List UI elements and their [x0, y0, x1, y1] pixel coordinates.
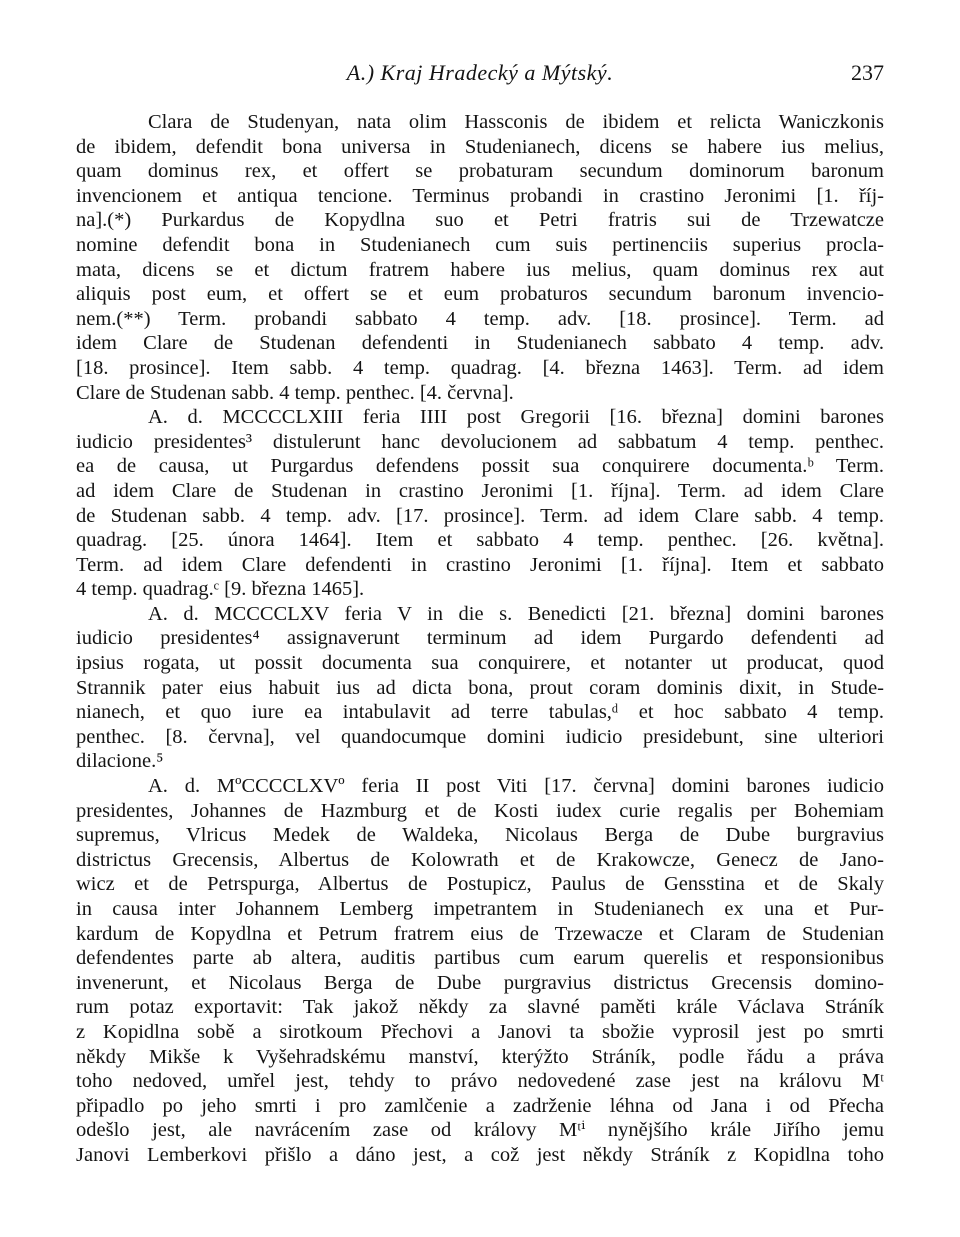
text-line: dilacione.⁵ [76, 750, 164, 773]
text-line: nem.(**) Term. probandi sabbato 4 temp. adv. [18. prosince]. Term. ad [76, 307, 884, 330]
text-line: districtus Grecensis, Albertus de Kolowrath et de Krakowcze, Genecz de Jano- [76, 848, 884, 871]
text-line: Janovi Lemberkovi přišlo a dáno jest, a což jest někdy Stráník z Kopidlna toho [76, 1143, 884, 1166]
text-line: Term. ad idem Clare defendenti in crastino Jeronimi [1. října]. Item et sabbato [76, 553, 884, 576]
header-title: A.) Kraj Hradecký a Mýtský. [346, 60, 614, 85]
text-line: na].(*) Purkardus de Kopydlna suo et Petri fratris sui de Trzewatcze [76, 209, 884, 232]
text-line: in causa inter Johannem Lemberg impetrantem in Studenianech ex una et Pur- [76, 898, 884, 920]
text-line: iudicio presidentes⁴ assignaverunt terminum ad idem Purgardo defendenti ad [76, 627, 884, 650]
body-text [76, 110, 884, 1168]
text-line: mata, dicens se et dictum fratrem habere ius melius, quam dominus rex aut [76, 258, 884, 281]
text-line: Strannik pater eius habuit ius ad dicta bona, prout coram dominis dixit, in Stude- [76, 676, 884, 699]
text-line: quam dominus rex, et offert se probaturam secundum dominorum baronum [76, 160, 884, 183]
page-number: 237 [851, 60, 884, 85]
text-line: ipsius rogata, ut possit documenta sua conquirere, et notanter ut producat, quod [76, 652, 884, 675]
text-line: supremus, Vlricus Medek de Waldeka, Nicolaus Berga de Dube burgravius [76, 824, 884, 847]
text-line: kardum de Kopydlna et Petrum fratrem eius de Trzewacze et Claram de Studenian [76, 922, 884, 945]
text-line: toho nedoved, umřel jest, tehdy to právo nedovedené zase jest na královu Mᵗ [76, 1070, 884, 1093]
text-line: A. d. MºCCCCLXVº feria II post Viti [17. června] domini barones iudicio [148, 775, 884, 798]
text-line: A. d. MCCCCLXV feria V in die s. Benedicti [21. března] domini barones [148, 602, 884, 625]
text-line: penthec. [8. června], vel quandocumque domini iudicio presidebunt, sine ulteriori [76, 725, 884, 748]
text-line: nianech, et quo iure ea intabulavit ad terre tabulas,ᵈ et hoc sabbato 4 temp. [76, 701, 884, 724]
text-line: de ibidem, defendit bona universa in Studenianech, dicens se habere ius melius, [76, 135, 884, 158]
text-line: ea de causa, ut Purgardus defendens possit sua conquirere documenta.ᵇ Term. [76, 455, 884, 478]
text-line: někdy Mikše k Vyšehradskému manství, kterýžto Stráník, podle řádu a práva [76, 1045, 884, 1068]
text-line: A. d. MCCCCLXIII feria IIII post Gregorii [16. března] domini barones [148, 406, 884, 429]
text-line: invenerunt, et Nicolaus Berga de Dube purgravius districtus Grecensis domino- [76, 971, 884, 994]
text-line: z Kopidlna sobě a sirotkoum Přechovi a Janovi ta sbožie vyprosil jest po smrti [76, 1020, 884, 1043]
text-line: aliquis post eum, et offert se et eum probaturos secundum baronum invencio- [76, 283, 884, 306]
text-line: defendentes parte ab altera, auditis partibus cum earum querelis et responsionibus [76, 947, 884, 970]
text-line: de Studenan sabb. 4 temp. adv. [17. prosince]. Term. ad idem Clare sabb. 4 temp. [76, 504, 884, 527]
text-line: Clara de Studenyan, nata olim Hassconis de ibidem et relicta Waniczkonis [148, 111, 884, 133]
text-line: 4 temp. quadrag.ᶜ [9. března 1465]. [76, 578, 365, 601]
text-line: ad idem Clare de Studenan in crastino Jeronimi [1. října]. Term. ad idem Clare [76, 479, 884, 502]
running-header [76, 60, 884, 92]
text-line: připadlo po jeho smrti i pro zamlčenie a zadrženie léhna od Jana i od Přecha [76, 1094, 884, 1117]
text-line: rum potaz exportavit: Tak jakož někdy za slavné paměti krále Václava Stráník [76, 996, 884, 1019]
text-line: quadrag. [25. února 1464]. Item et sabbato 4 temp. penthec. [26. května]. [76, 529, 884, 552]
text-line: odešlo jest, ale navrácením zase od královy Mᵗⁱ nynějšího krále Jiřího jemu [76, 1119, 884, 1142]
text-line: nomine defendit bona in Studenianech cum suis pertinenciis superius procla- [76, 233, 884, 256]
text-line: Clare de Studenan sabb. 4 temp. penthec. [4. června]. [76, 381, 514, 404]
text-line: idem Clare de Studenan defendenti in Studenianech sabbato 4 temp. adv. [76, 332, 884, 355]
text-line: invencionem et antiqua tencione. Terminus probandi in crastino Jeronimi [1. říj- [76, 184, 884, 207]
text-line: presidentes, Johannes de Hazmburg et de Kosti iudex curie regalis per Bohemiam [76, 799, 884, 822]
text-line: iudicio presidentes³ distulerunt hanc devolucionem ad sabbatum 4 temp. penthec. [76, 430, 884, 453]
text-line: wicz et de Petrspurga, Albertus de Postupicz, Paulus de Gensstina et de Skaly [76, 873, 884, 896]
text-line: [18. prosince]. Item sabb. 4 temp. quadrag. [4. března 1463]. Term. ad idem [76, 356, 884, 379]
